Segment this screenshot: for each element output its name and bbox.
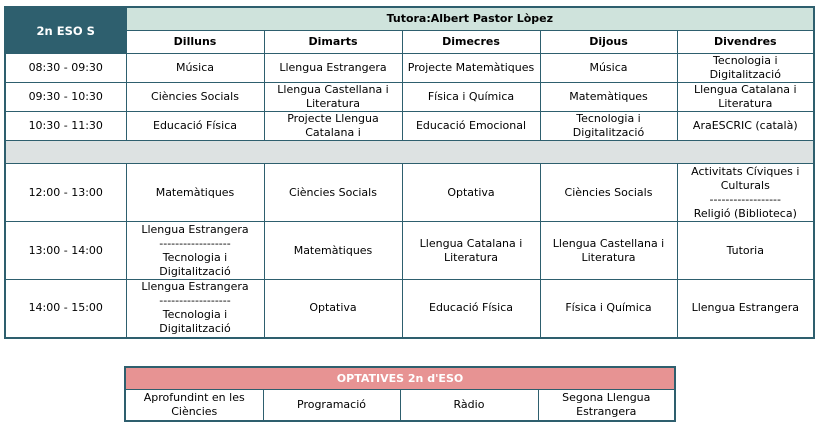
subject-cell: Matemàtiques — [264, 222, 402, 280]
subject-cell: Tecnologia i Digitalització — [540, 112, 677, 141]
subject-cell: Tecnologia i Digitalització — [677, 54, 814, 83]
subject-cell: Matemàtiques — [126, 164, 264, 222]
subject-cell: Projecte Matemàtiques — [402, 54, 540, 83]
optative-item: Segona Llengua Estrangera — [538, 390, 675, 422]
table-row — [5, 222, 814, 280]
subject-cell: Ciències Socials — [540, 164, 677, 222]
subject-cell: Llengua Castellana i Literatura — [540, 222, 677, 280]
time-slot: 12:00 - 13:00 — [5, 164, 126, 222]
day-header-thursday: Dijous — [540, 31, 677, 54]
time-slot: 09:30 - 10:30 — [5, 83, 126, 112]
time-slot: 14:00 - 15:00 — [5, 280, 126, 338]
subject-cell: Educació Emocional — [402, 112, 540, 141]
table-row — [5, 112, 814, 141]
subject-cell: Tutoria — [677, 222, 814, 280]
subject-cell: Física i Química — [402, 83, 540, 112]
subject-cell: Matemàtiques — [540, 83, 677, 112]
subject-cell: Educació Física — [402, 280, 540, 338]
optative-item: Aprofundint en les Ciències — [125, 390, 263, 422]
table-row — [5, 83, 814, 112]
day-header-monday: Dilluns — [126, 31, 264, 54]
subject-cell: AraESCRIC (català) — [677, 112, 814, 141]
table-row — [5, 54, 814, 83]
optative-item: Programació — [263, 390, 400, 422]
subject-cell: Música — [126, 54, 264, 83]
table-row — [5, 280, 814, 338]
table-row — [5, 164, 814, 222]
subject-cell: Educació Física — [126, 112, 264, 141]
day-header-wednesday: Dimecres — [402, 31, 540, 54]
subject-cell: Llengua Estrangera — [677, 280, 814, 338]
subject-cell: Projecte Llengua Catalana i — [264, 112, 402, 141]
day-header-tuesday: Dimarts — [264, 31, 402, 54]
subject-cell: Física i Química — [540, 280, 677, 338]
group-name: 2n ESO S — [5, 7, 126, 54]
schedule-table — [4, 6, 815, 339]
subject-cell: Llengua Catalana i Literatura — [402, 222, 540, 280]
subject-cell: Optativa — [264, 280, 402, 338]
tutor-name: Tutora:Albert Pastor Lòpez — [126, 7, 814, 31]
time-slot: 08:30 - 09:30 — [5, 54, 126, 83]
subject-cell: Llengua Catalana i Literatura — [677, 83, 814, 112]
time-slot: 13:00 - 14:00 — [5, 222, 126, 280]
time-slot: 10:30 - 11:30 — [5, 112, 126, 141]
break-cell — [5, 141, 814, 164]
break-row — [5, 141, 814, 164]
subject-cell: Llengua Estrangera ------------------ Tecnologia i Digitalització — [126, 222, 264, 280]
optatives-title: OPTATIVES 2n d'ESO — [125, 367, 675, 390]
subject-cell: Optativa — [402, 164, 540, 222]
subject-cell: Ciències Socials — [264, 164, 402, 222]
subject-cell: Llengua Estrangera — [264, 54, 402, 83]
subject-cell: Ciències Socials — [126, 83, 264, 112]
subject-cell: Activitats Cíviques i Culturals ------------------ Religió (Biblioteca) — [677, 164, 814, 222]
day-header-friday: Divendres — [677, 31, 814, 54]
subject-cell: Música — [540, 54, 677, 83]
subject-cell: Llengua Estrangera ------------------ Tecnologia i Digitalització — [126, 280, 264, 338]
optatives-table — [124, 366, 676, 422]
optative-item: Ràdio — [400, 390, 538, 422]
subject-cell: Llengua Castellana i Literatura — [264, 83, 402, 112]
